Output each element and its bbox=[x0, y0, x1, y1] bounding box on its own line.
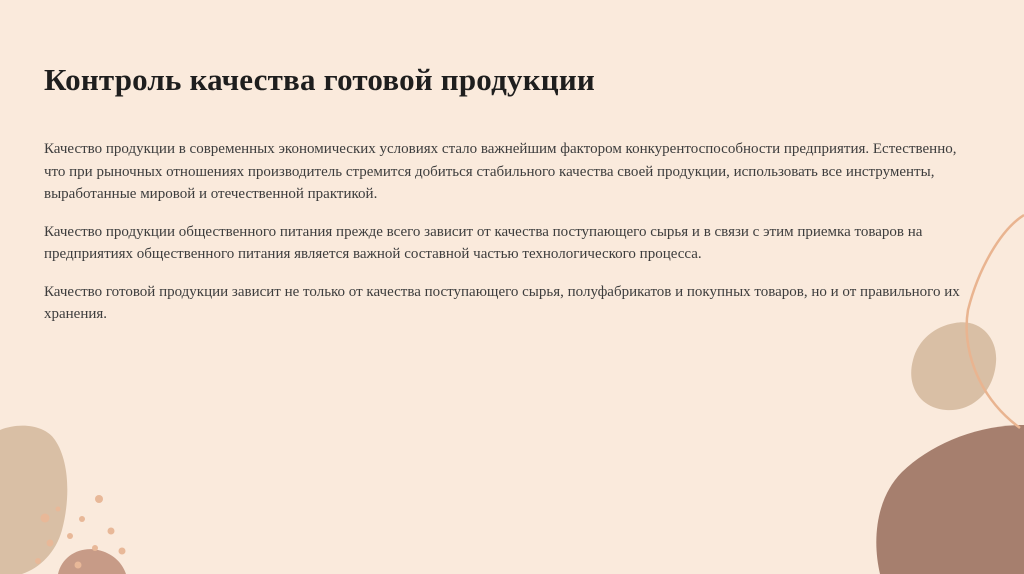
slide-body bbox=[44, 138, 974, 341]
paragraph-1: Качество продукции в современных экономических условиях стало важнейшим фактором конкурентоспособности предприятия. Естественно, что при рыночных отношениях производитель стремится добиться стабильного качества своей продукции, использовать все инструменты, выработанные мировой и отечественной практикой. bbox=[44, 141, 957, 202]
left-bottom-blob bbox=[58, 549, 126, 574]
left-light-blob bbox=[0, 426, 67, 574]
paragraph-2: Качество продукции общественного питания прежде всего зависит от качества поступающего сырья и в связи с этим приемка товаров на предприятиях общественного питания является важной составной частью технологического процесса. bbox=[44, 223, 923, 262]
right-dark-blob bbox=[876, 425, 1024, 574]
slide-title: Контроль качества готовой продукции bbox=[44, 62, 595, 97]
paragraph-3: Качество готовой продукции зависит не только от качества поступающего сырья, полуфабрикатов и покупных товаров, но и от правильного их хранения. bbox=[44, 283, 960, 322]
